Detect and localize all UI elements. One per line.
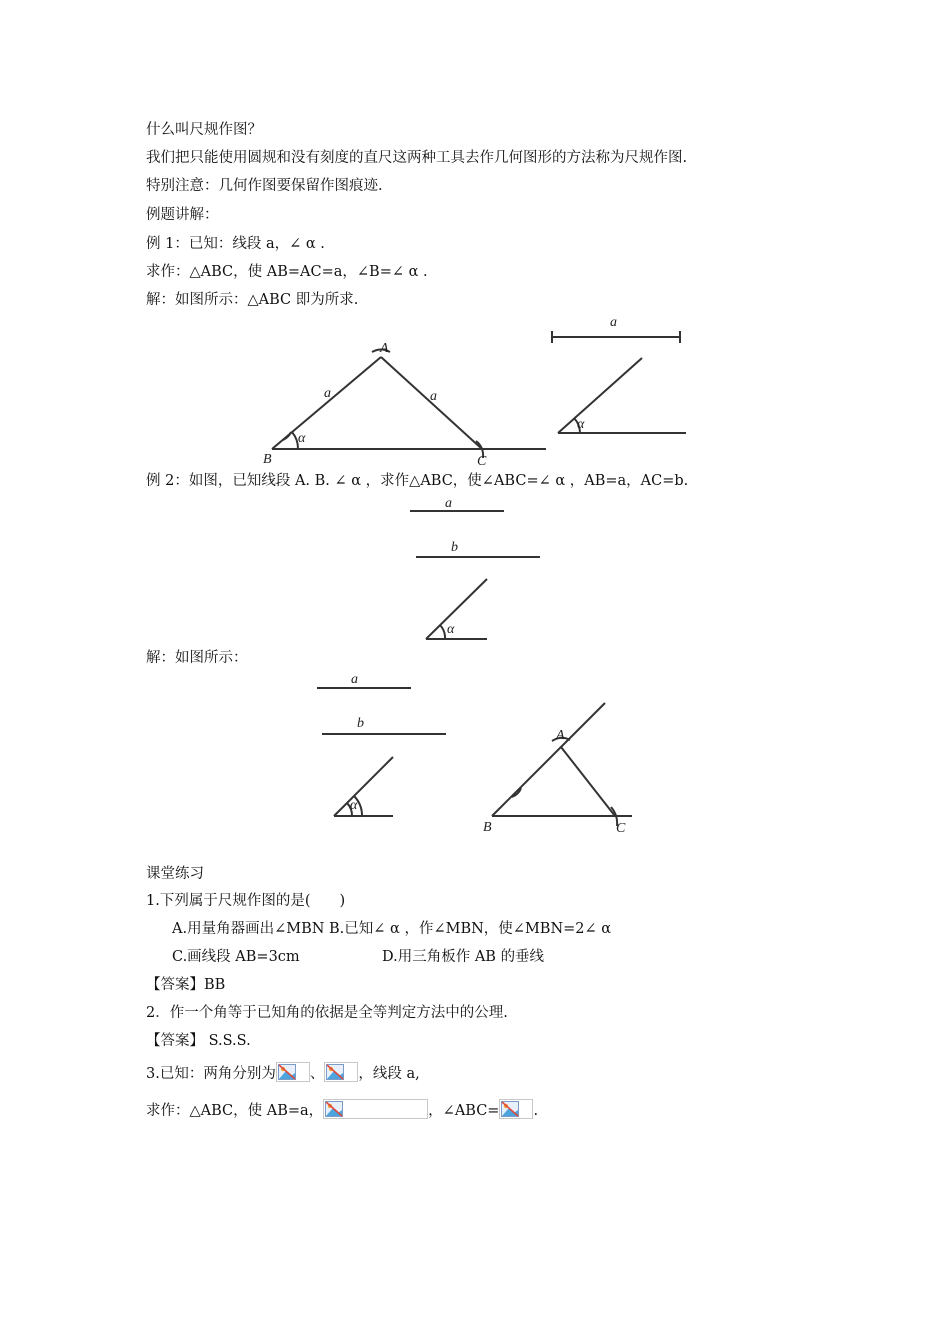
broken-image-icon <box>276 1062 310 1082</box>
question-3-line1 <box>146 1062 420 1084</box>
vertex-c-label: C <box>616 821 626 836</box>
segment-b-label: b <box>357 716 364 731</box>
side-left-label: a <box>324 386 331 401</box>
question-line: 什么叫尺规作图？ <box>146 122 262 138</box>
side-ac <box>561 747 615 816</box>
broken-image-icon <box>324 1062 358 1082</box>
angle-ray <box>334 757 393 816</box>
vertex-a-label: A <box>556 728 565 743</box>
example1-solution: 解：如图所示：△ABC 即为所求. <box>146 292 359 308</box>
example1-given: 例 1：已知：线段 a，∠ α . <box>146 236 325 252</box>
note-line: 特别注意：几何作图要保留作图痕迹. <box>146 178 383 194</box>
broken-image-icon <box>499 1099 533 1119</box>
question-3-line2 <box>146 1099 538 1121</box>
example2-given: 例 2：如图，已知线段 A. B. ∠ α ，求作△ABC，使∠ABC=∠ α ，AB=a，AC=b. <box>146 473 689 489</box>
question-1-option-c: C.画线段 AB=3cm <box>172 949 300 965</box>
definition-line: 我们把只能使用圆规和没有刻度的直尺这两种工具去作几何图形的方法称为尺规作图. <box>146 150 688 166</box>
answer-2: 【答案】 S.S.S. <box>146 1033 251 1049</box>
question-1-options-ab: A.用量角器画出∠MBN B.已知∠ α ，作∠MBN，使∠MBN=2∠ α <box>172 921 612 937</box>
given-segment-label: a <box>610 315 617 330</box>
angle-label: α <box>298 431 306 446</box>
angle-label: α <box>350 798 358 813</box>
practice-heading: 课堂练习 <box>146 866 204 882</box>
vertex-b-label: B <box>483 820 492 835</box>
q3b-end: . <box>533 1103 539 1119</box>
angle-label: α <box>447 622 455 637</box>
side-right-label: a <box>430 389 437 404</box>
answer-1: 【答案】BB <box>146 977 226 993</box>
examples-heading: 例题讲解： <box>146 207 219 223</box>
question-1-option-d: D.用三角板作 AB 的垂线 <box>382 949 545 965</box>
segment-a-label: a <box>445 496 452 511</box>
vertex-b-label: B <box>263 452 272 467</box>
vertex-a-label: A <box>380 341 389 356</box>
example1-require: 求作：△ABC，使 AB=AC=a，∠B=∠ α . <box>146 264 428 280</box>
given-angle-label: α <box>577 417 585 432</box>
q3-prefix: 3.已知：两角分别为 <box>146 1066 276 1082</box>
q3-suffix: ，线段 a, <box>358 1066 420 1082</box>
q3-separator: 、 <box>309 1066 325 1082</box>
segment-b-label: b <box>451 540 458 555</box>
question-2: 2．作一个角等于已知角的依据是全等判定方法中的公理. <box>146 1005 508 1021</box>
q3b-prefix: 求作：△ABC，使 AB=a， <box>146 1103 324 1119</box>
example2-solution: 解：如图所示： <box>146 650 248 666</box>
vertex-c-label: C <box>477 454 487 469</box>
segment-a-label: a <box>351 672 358 687</box>
q3b-middle: ，∠ABC= <box>428 1103 500 1119</box>
question-1: 1.下列属于尺规作图的是( ) <box>146 893 346 909</box>
broken-image-icon <box>323 1099 428 1119</box>
ray-ba <box>492 703 605 816</box>
